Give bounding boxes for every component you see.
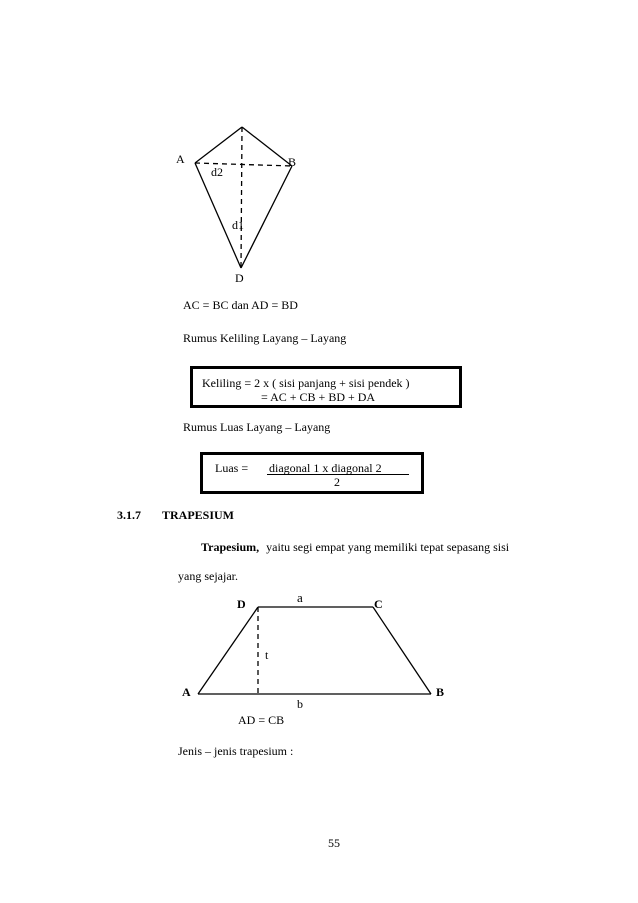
perimeter-formula-box (190, 366, 462, 408)
paragraph-term: Trapesium, (201, 540, 260, 554)
area-formula-box (200, 452, 424, 494)
trapezoid-vertex-b: B (436, 685, 445, 699)
trapezoid-vertex-c: C (374, 597, 383, 611)
trapezoid-vertex-d: D (237, 597, 246, 611)
trapezoid-label-height: t (265, 648, 269, 662)
kite-diagonal-vertical (241, 127, 242, 268)
trapezoid-vertex-a: A (182, 685, 191, 699)
trapezoid-label-top: a (297, 590, 303, 605)
kite-diagonal-horizontal (195, 163, 292, 166)
perimeter-formula-line1: Keliling = 2 x ( sisi panjang + sisi pendek ) (202, 376, 410, 390)
kite-label-d2: d2 (211, 165, 223, 179)
section-title: TRAPESIUM (162, 508, 235, 522)
types-heading: Jenis – jenis trapesium : (178, 744, 294, 758)
area-formula-denominator: 2 (334, 475, 340, 489)
trapezoid-equality-text: AD = CB (238, 713, 285, 727)
paragraph-line1 (201, 540, 509, 555)
kite-equality-text: AC = BC dan AD = BD (183, 298, 298, 312)
page-number: 55 (328, 836, 340, 850)
kite-vertex-d: D (235, 271, 244, 285)
kite-vertex-a: A (176, 152, 185, 166)
perimeter-formula-line2: = AC + CB + BD + DA (261, 390, 376, 404)
area-formula-label: Luas = (215, 461, 249, 475)
kite-edge-right (241, 166, 292, 268)
trapezoid-label-bottom: b (297, 697, 303, 711)
kite-vertex-b: B (288, 155, 297, 169)
kite-label-d1: d1 (232, 218, 244, 232)
section-number: 3.1.7 (117, 508, 141, 522)
kite-edge-top-left (195, 127, 242, 163)
area-formula-numerator: diagonal 1 x diagonal 2 (269, 461, 382, 475)
paragraph-line1-rest: yaitu segi empat yang memiliki tepat sepasang sisi (266, 540, 510, 554)
kite-edge-top-right (242, 127, 292, 166)
area-heading: Rumus Luas Layang – Layang (183, 420, 331, 434)
paragraph-line2: yang sejajar. (178, 569, 238, 583)
perimeter-heading: Rumus Keliling Layang – Layang (183, 331, 347, 345)
